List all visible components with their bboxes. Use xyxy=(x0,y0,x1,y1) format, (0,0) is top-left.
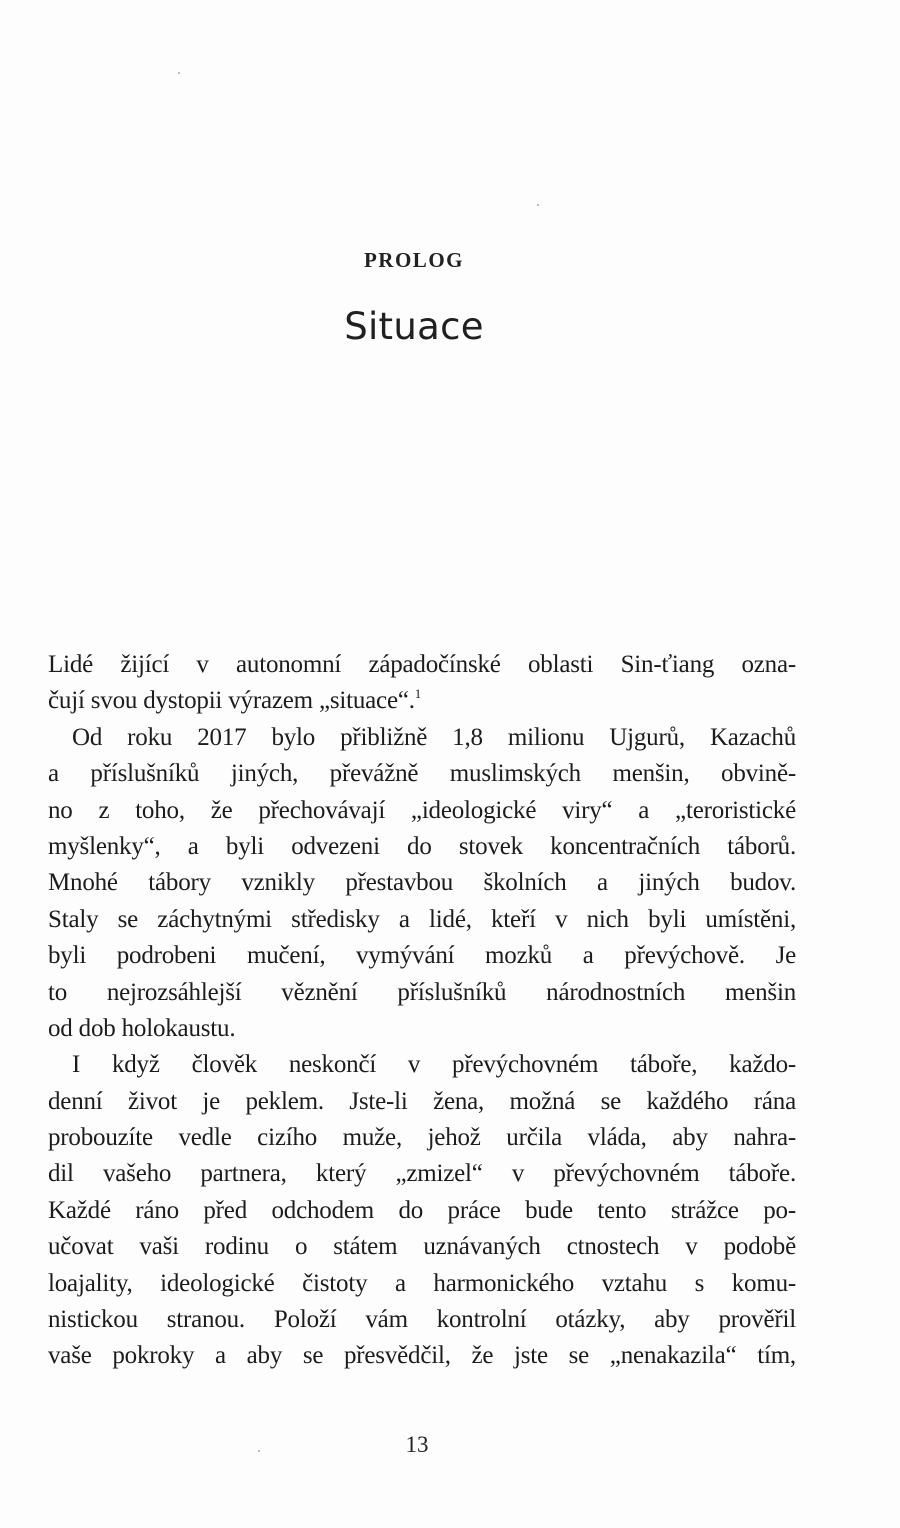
text-line: no z toho, že přechovávají „ideologické viry“ a „teroristické xyxy=(48,796,796,824)
text-line: nistickou stranou. Položí vám kontrolní otázky, aby prověřil xyxy=(48,1306,796,1334)
text-line: Každé ráno před odchodem do práce bude tento strážce po- xyxy=(48,1196,796,1224)
text-line xyxy=(48,683,796,719)
text-line: I když člověk neskončí v převýchovném táboře, každo- xyxy=(72,1051,796,1079)
text-line: loajality, ideologické čistoty a harmonického vztahu s komu- xyxy=(48,1269,796,1297)
text-line: byli podrobeni mučení, vymývání mozků a převýchově. Je xyxy=(48,942,796,970)
scan-speck xyxy=(537,204,539,206)
text-line: vaše pokroky a aby se přesvědčil, že jste se „nenakazila“ tím, xyxy=(48,1342,796,1370)
text-line-content: čují svou dystopii výrazem „situace“. xyxy=(48,687,415,715)
scan-speck xyxy=(258,1450,260,1452)
text-line: Lidé žijící v autonomní západočínské oblasti Sin-ťiang ozna- xyxy=(48,651,796,678)
text-line: Od roku 2017 bylo přibližně 1,8 milionu Ujgurů, Kazachů xyxy=(72,723,796,751)
body-text xyxy=(48,647,796,1375)
text-line: denní život je peklem. Jste-li žena, možná se každého rána xyxy=(48,1087,796,1115)
text-line: to nejrozsáhlejší věznění příslušníků národnostních menšin xyxy=(48,978,796,1006)
page-number: 13 xyxy=(405,1432,429,1457)
text-line: dil vašeho partnera, který „zmizel“ v převýchovném táboře. xyxy=(48,1160,796,1188)
text-line: Staly se záchytnými středisky a lidé, kteří v nich byli umístěni, xyxy=(48,905,796,933)
text-line: Mnohé tábory vznikly přestavbou školních a jiných budov. xyxy=(48,869,796,897)
text-line: probouzíte vedle cizího muže, jehož určila vláda, aby nahra- xyxy=(48,1124,796,1152)
text-line: od dob holokaustu. xyxy=(48,1014,236,1042)
text-line: učovat vaši rodinu o státem uznávaných ctnostech v podobě xyxy=(48,1233,796,1261)
section-kicker: PROLOG xyxy=(363,248,464,272)
footnote-reference[interactable]: 1 xyxy=(414,686,422,702)
scan-speck xyxy=(178,72,180,74)
chapter-title: Situace xyxy=(344,305,484,348)
text-line: a příslušníků jiných, převážně muslimských menšin, obvině- xyxy=(48,760,796,788)
text-line: myšlenky“, a byli odvezeni do stovek koncentračních táborů. xyxy=(48,832,796,860)
